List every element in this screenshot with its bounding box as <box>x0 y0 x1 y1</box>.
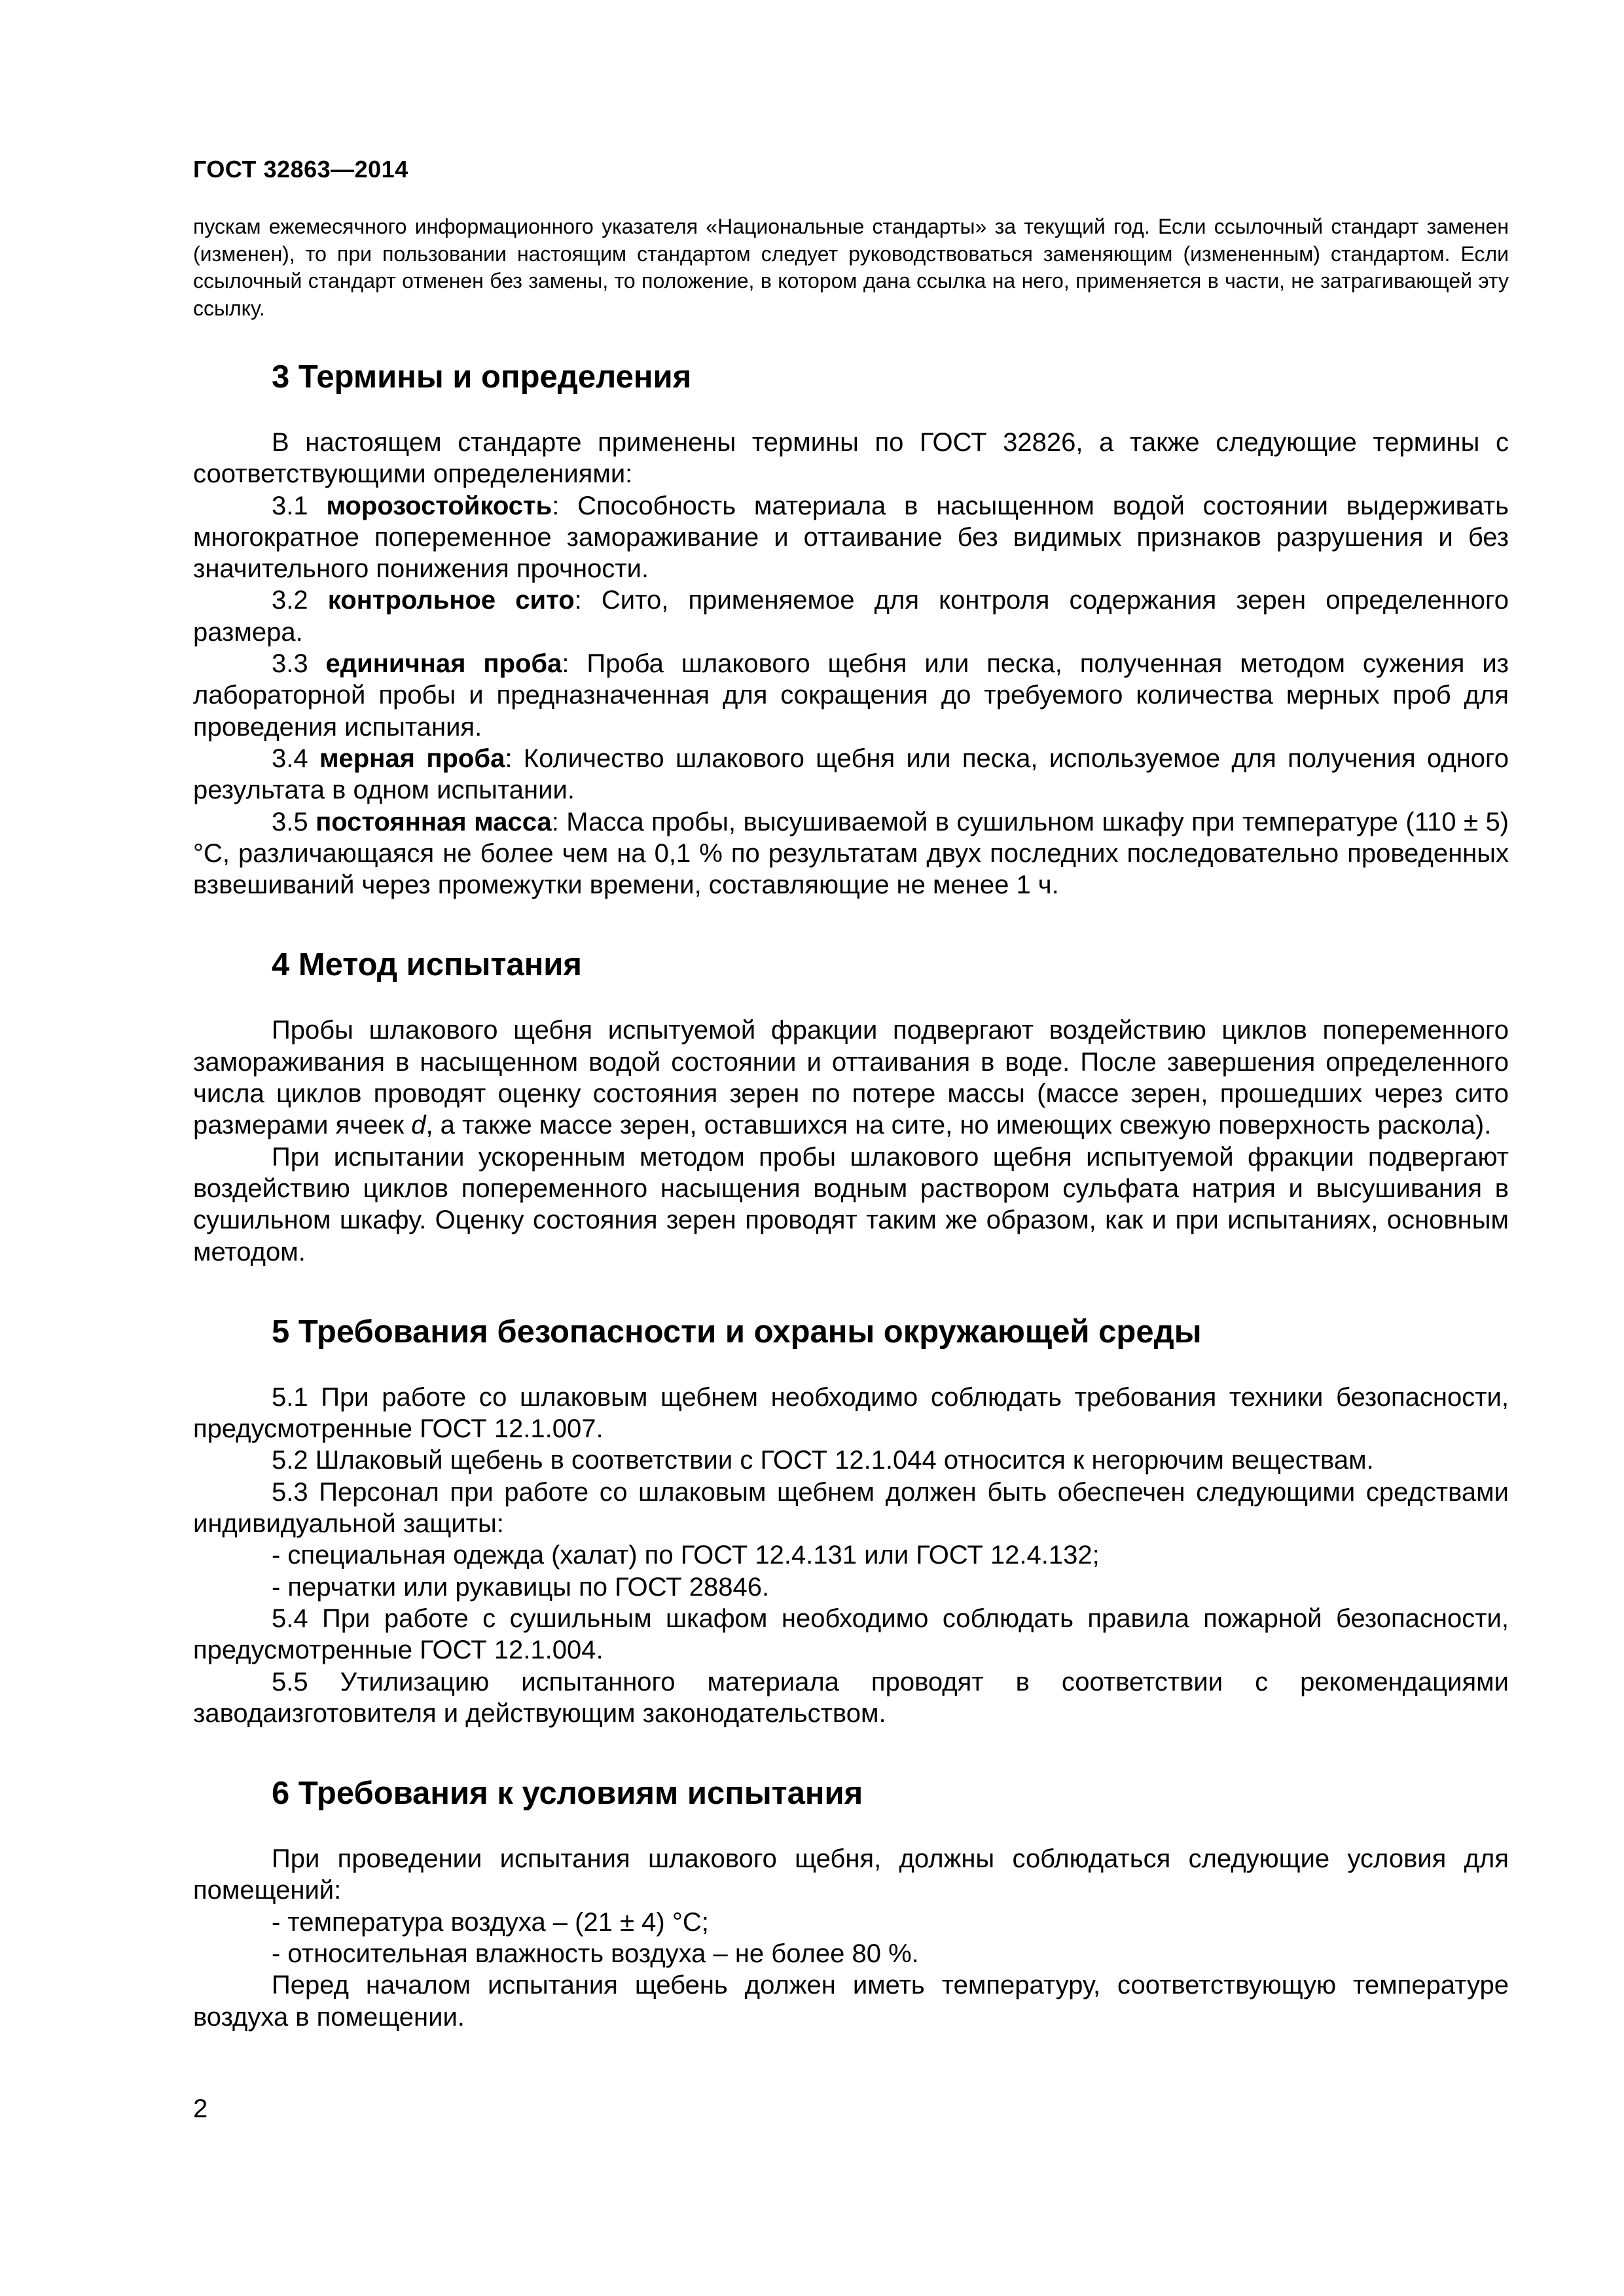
intro-paragraph: пускам ежемесячного информационного указателя «Национальные стандарты» за текущий год. Если ссылочный стандарт заменен (изменен), то при пользовании настоящим стандартом следует руководствоваться заменяющим (измененным) стандартом. Если ссылочный стандарт отменен без замены, то положение, в котором дана ссылка на него, применяется в части, не затрагивающей эту ссылку. <box>193 215 1509 320</box>
clause-5-3: 5.3 Персонал при работе со шлаковым щебнем должен быть обеспечен следующими средствами индивидуальной защиты: <box>193 1477 1509 1539</box>
term-name: постоянная масса <box>316 807 552 836</box>
term-3-4: 3.4 мерная проба: Количество шлакового щебня или песка, используемое для получения одного результата в одном испытании. <box>193 744 1509 805</box>
variable-d: d <box>411 1111 426 1140</box>
section-3-intro: В настоящем стандарте применены термины по ГОСТ 32826, а также следующие термины с соответствующими определениями: <box>193 428 1509 489</box>
clause-5-4: 5.4 При работе с сушильным шкафом необходимо соблюдать правила пожарной безопасности, предусмотренные ГОСТ 12.1.004. <box>193 1604 1509 1665</box>
term-name: мерная проба <box>319 744 505 773</box>
term-3-3: 3.3 единичная проба: Проба шлакового щебня или песка, полученная методом сужения из лабораторной пробы и предназначенная для сокращения до требуемого количества мерных проб для проведения испытания. <box>193 649 1509 742</box>
clause-5-2: 5.2 Шлаковый щебень в соответствии с ГОСТ 12.1.044 относится к негорючим веществам. <box>272 1446 1374 1475</box>
document-body <box>193 353 1509 2033</box>
term-3-2: 3.2 контрольное сито: Сито, применяемое для контроля содержания зерен определенного размера. <box>193 586 1509 647</box>
term-3-1: 3.1 морозостойкость: Способность материала в насыщенном водой состоянии выдерживать многократное попеременное замораживание и оттаивание без видимых признаков разрушения и без значительного понижения прочности. <box>193 491 1509 584</box>
clause-5-5: 5.5 Утилизацию испытанного материала проводят в соответствии с рекомендациями заводаизготовителя и действующим законодательством. <box>193 1667 1509 1728</box>
page-number: 2 <box>193 2094 208 2123</box>
term-name: контрольное сито <box>327 586 575 615</box>
clause-5-1: 5.1 При работе со шлаковым щебнем необходимо соблюдать требования техники безопасности, предусмотренные ГОСТ 12.1.007. <box>193 1382 1509 1444</box>
section-4-title: 4 Метод испытания <box>272 947 583 983</box>
section-6-item-1: - температура воздуха – (21 ± 4) °С; <box>272 1907 709 1937</box>
section-4-paragraph-2: При испытании ускоренным методом пробы шлакового щебня испытуемой фракции подвергают воздействию циклов попеременного насыщения водным раствором сульфата натрия и высушивания в сушильном шкафу. Оценку состояния зерен проводят таким же образом, как и при испытаниях, основным методом. <box>193 1142 1509 1266</box>
clause-5-3-item-2: - перчатки или рукавицы по ГОСТ 28846. <box>272 1572 770 1602</box>
document-page <box>193 0 1509 2296</box>
section-6-title: 6 Требования к условиям испытания <box>272 1776 863 1812</box>
term-name: единичная проба <box>325 649 562 679</box>
section-6-item-2: - относительная влажность воздуха – не более 80 %. <box>272 1939 919 1968</box>
section-6-paragraph-1: При проведении испытания шлакового щебня, должны соблюдаться следующие условия для помещений: <box>193 1844 1509 1905</box>
section-6-paragraph-2: Перед началом испытания щебень должен иметь температуру, соответствующую температуре воздуха в помещении. <box>193 1971 1509 2032</box>
document-code-header: ГОСТ 32863—2014 <box>193 156 408 183</box>
clause-5-3-item-1: - специальная одежда (халат) по ГОСТ 12.4.131 или ГОСТ 12.4.132; <box>272 1541 1100 1570</box>
section-3-title: 3 Термины и определения <box>272 359 692 395</box>
term-name: морозостойкость <box>326 491 552 520</box>
section-4-paragraph-1: Пробы шлакового щебня испытуемой фракции подвергают воздействию циклов попеременного замораживания в насыщенном водой состоянии и оттаивания в воде. После завершения определенного числа циклов проводят оценку состояния зерен по потере массы (массе зерен, прошедших через сито размерами ячеек d, а также массе зерен, оставшихся на сите, но имеющих свежую поверхность раскола). <box>193 1016 1509 1140</box>
section-5-title: 5 Требования безопасности и охраны окружающей среды <box>272 1314 1202 1350</box>
term-3-5: 3.5 постоянная масса: Масса пробы, высушиваемой в сушильном шкафу при температуре (110 ± 5) °С, различающаяся не более чем на 0,1 % по результатам двух последних последовательно проведенных взвешиваний через промежутки времени, составляющие не менее 1 ч. <box>193 807 1509 900</box>
